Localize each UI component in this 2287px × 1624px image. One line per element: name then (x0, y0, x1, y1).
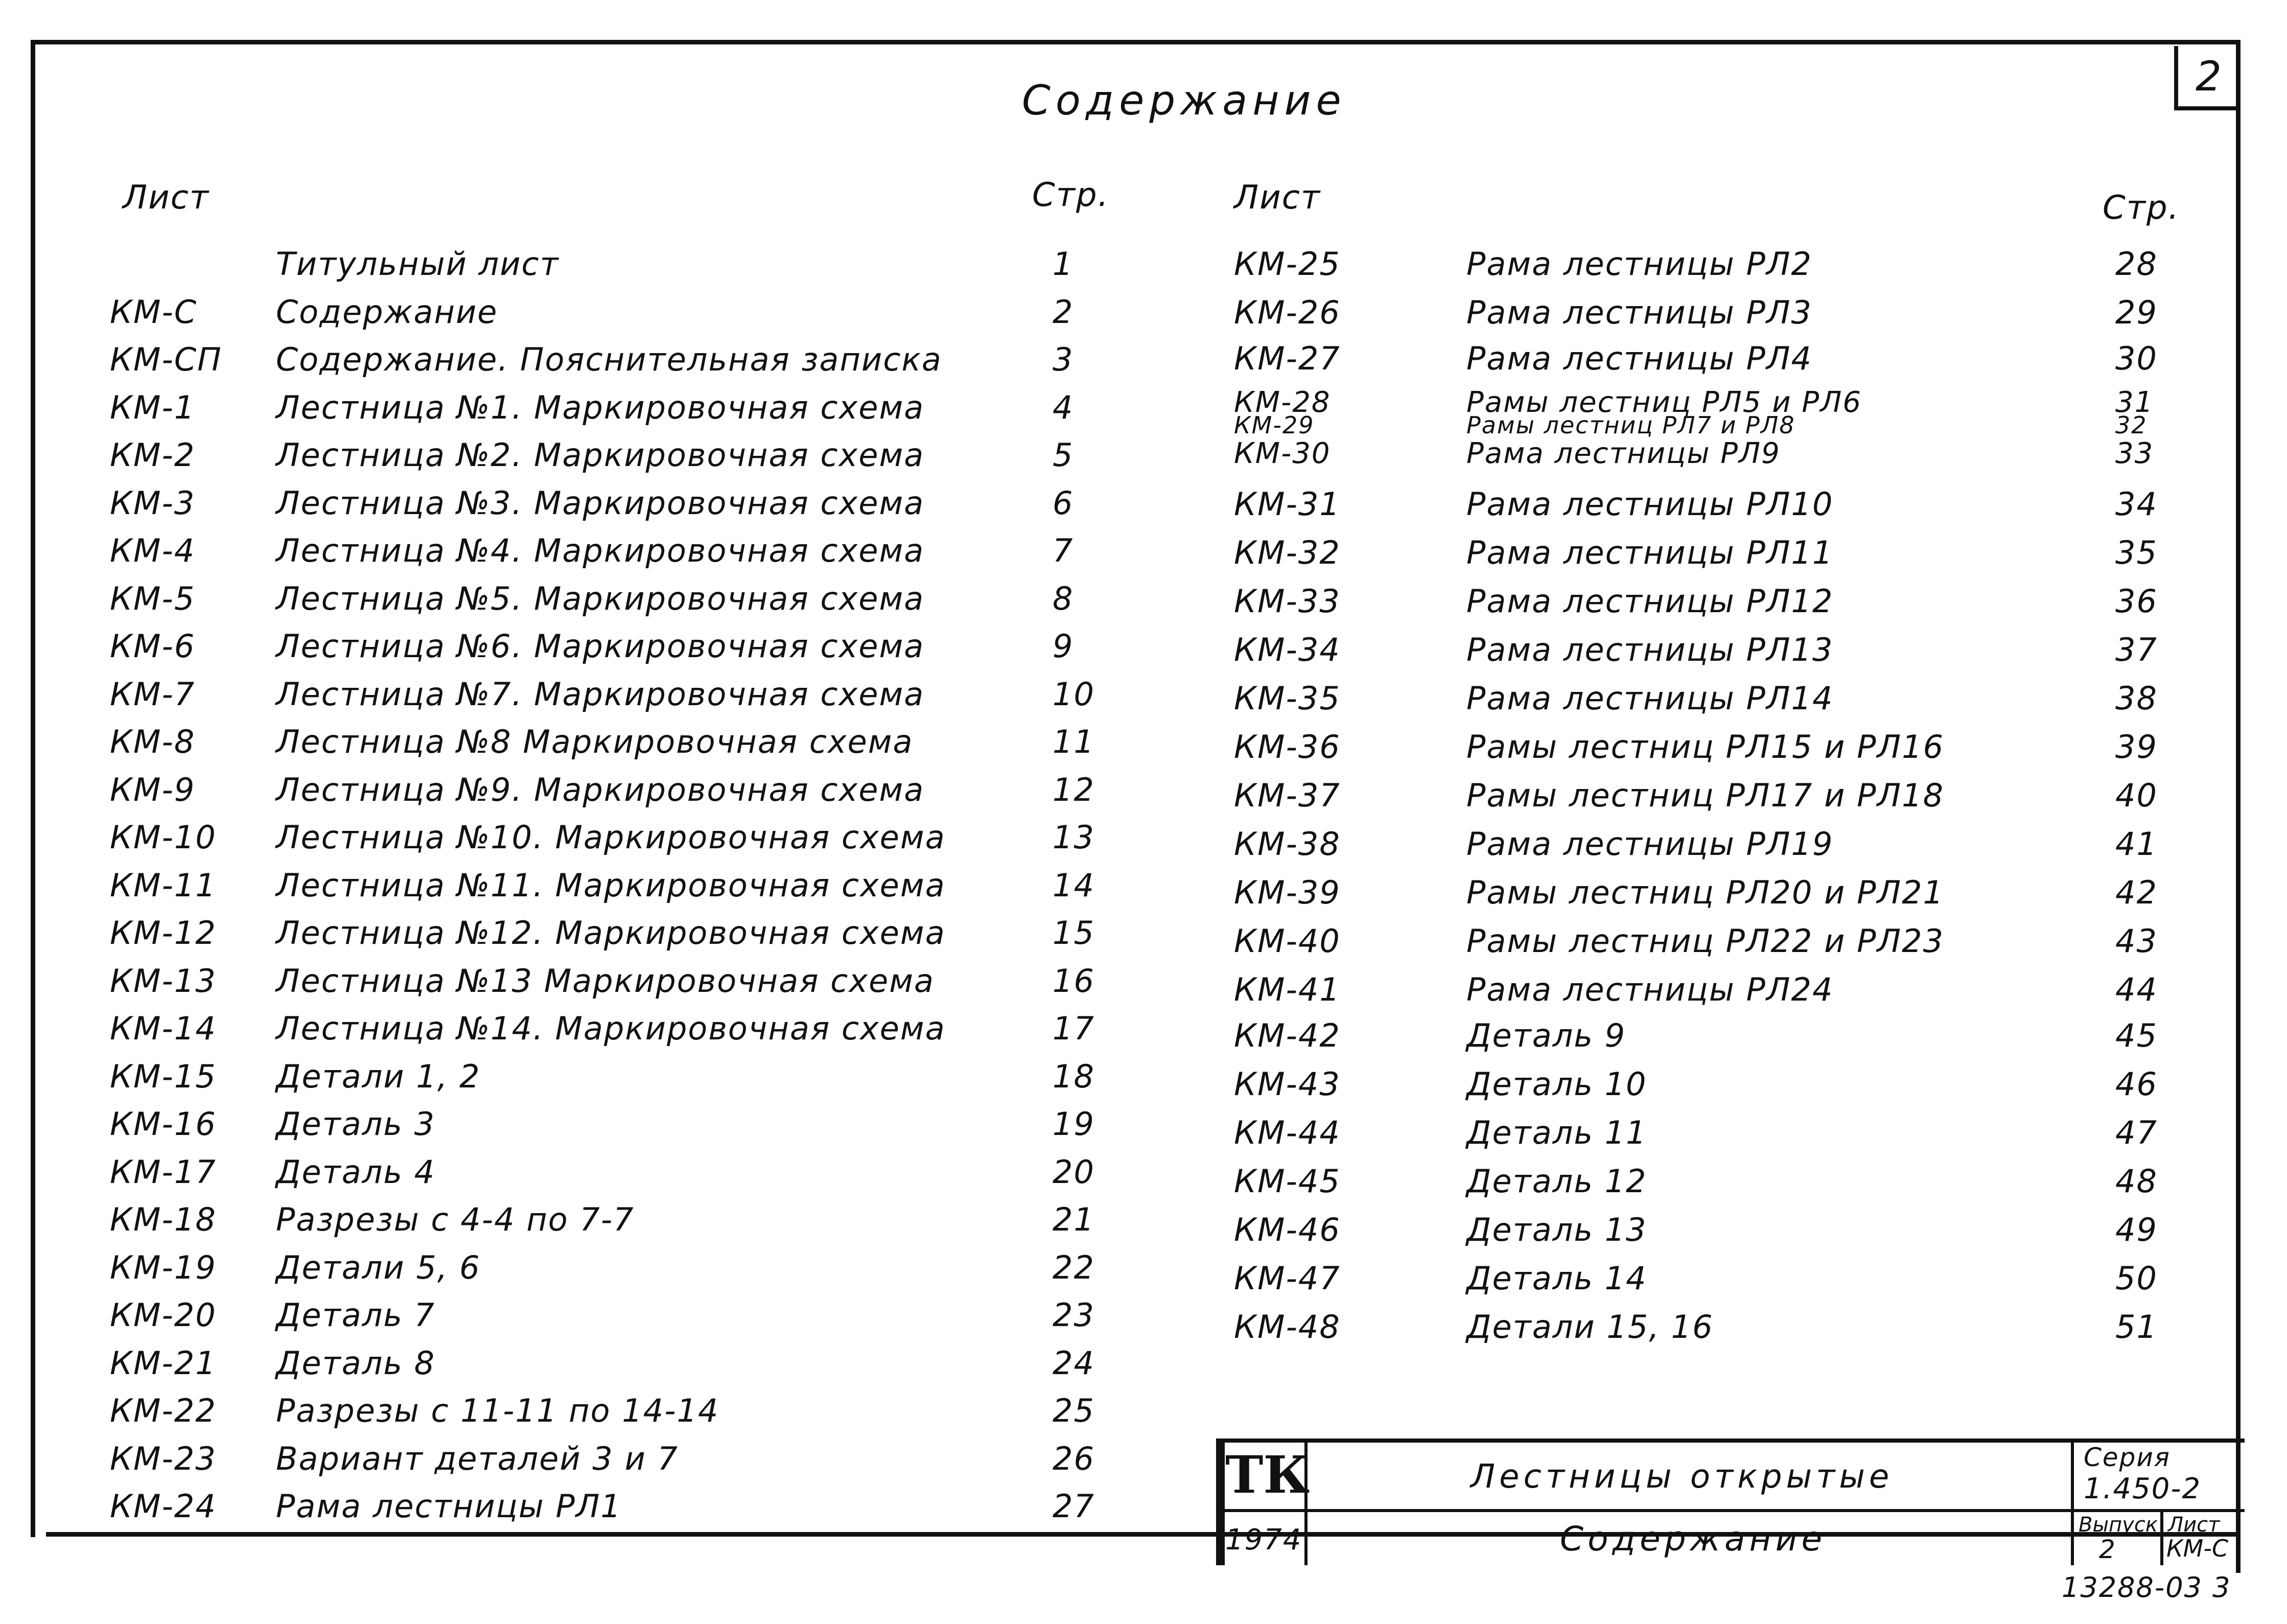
page-number: 23 (1053, 1296, 1095, 1334)
sheet-code: КМ-19 (110, 1248, 217, 1286)
page-number: 5 (1053, 436, 1074, 474)
page-number: 44 (2115, 971, 2158, 1008)
page-number: 19 (1053, 1105, 1095, 1143)
sheet-code: КМ-13 (110, 962, 217, 1000)
title-block-mid-line (1220, 1509, 2245, 1512)
sheet-code: КМ-6 (110, 628, 196, 665)
subject: Лестницы открытые (1471, 1458, 1894, 1496)
sheet-code: КМ-20 (110, 1296, 217, 1334)
sheet-code: КМ-18 (110, 1201, 217, 1238)
page-number: 25 (1053, 1392, 1095, 1429)
sheet-code: КМ-25 (1234, 245, 1341, 283)
page-number: 45 (2115, 1017, 2158, 1054)
page-number: 41 (2115, 825, 2158, 863)
title-block-sheet-divider (2160, 1509, 2163, 1565)
sheet-code: КМ-5 (110, 579, 196, 617)
sheet-title: Рама лестницы РЛ19 (1466, 825, 1834, 863)
sheet-code: КМ-41 (1234, 971, 1341, 1008)
sheet-title: Рамы лестниц РЛ22 и РЛ23 (1466, 922, 1945, 960)
page-number: 2 (1053, 293, 1074, 331)
page-number: 16 (1053, 962, 1095, 1000)
sheet-title: Содержание (1560, 1519, 1827, 1559)
page-number: 11 (1053, 723, 1095, 760)
sheet-code: КМ-24 (110, 1488, 217, 1525)
sheet-code: КМ-40 (1234, 922, 1341, 960)
series-label: Серия (2084, 1443, 2171, 1472)
org-code: ТК (1225, 1445, 1310, 1505)
sheet-code: КМ-21 (110, 1344, 217, 1382)
page-number: 49 (2115, 1211, 2158, 1248)
sheet-title: Детали 15, 16 (1466, 1308, 1714, 1345)
sheet-code: КМ-42 (1234, 1017, 1341, 1054)
page-number: 12 (1053, 771, 1095, 808)
page-number: 31 (2115, 386, 2154, 419)
page-number: 38 (2115, 680, 2158, 717)
frame-left-line (31, 40, 35, 1537)
sheet-title: Титульный лист (276, 245, 559, 283)
page-number: 7 (1053, 532, 1074, 569)
sheet-title: Лестница №12. Маркировочная схема (276, 914, 946, 952)
page-number: 46 (2115, 1065, 2158, 1103)
sheet-code: КМ-3 (110, 484, 196, 522)
sheet-code: КМ-26 (1234, 294, 1341, 331)
sheet-title: Рамы лестниц РЛ15 и РЛ16 (1466, 728, 1945, 765)
sheet-number: 2 (2174, 46, 2240, 110)
sheet-title: Деталь 9 (1466, 1017, 1626, 1054)
page-number: 17 (1053, 1010, 1095, 1047)
sheet-title: Рама лестницы РЛ2 (1466, 245, 1812, 283)
page-number: 13 (1053, 819, 1095, 856)
page-number: 50 (2115, 1260, 2158, 1297)
sheet-title: Содержание (276, 293, 498, 331)
page-number: 3 (1053, 341, 1074, 378)
sheet-code: КМ-15 (110, 1057, 217, 1095)
year: 1974 (1225, 1523, 1302, 1557)
title-block (1216, 1439, 2245, 1565)
page-number: 37 (2115, 631, 2158, 668)
page-number: 6 (1053, 484, 1074, 522)
sheet-code: КМ-2 (110, 436, 196, 474)
sheet-title: Разрезы с 11-11 по 14-14 (276, 1392, 719, 1429)
page-number: 10 (1053, 675, 1095, 713)
issue-label: Выпуск (2079, 1513, 2158, 1537)
page-number: 27 (1053, 1488, 1095, 1525)
sheet-code: КМ-11 (110, 866, 217, 904)
sheet-title: Рама лестницы РЛ10 (1466, 485, 1834, 523)
sheet-code: КМ-33 (1234, 583, 1341, 620)
sheet-title: Деталь 7 (276, 1296, 436, 1334)
page-number: 22 (1053, 1248, 1095, 1286)
sheet-code: КМ-7 (110, 675, 196, 713)
sheet-title: Рама лестницы РЛ12 (1466, 583, 1834, 620)
sheet-title: Лестница №4. Маркировочная схема (276, 532, 925, 569)
page-number: 35 (2115, 534, 2158, 571)
page-number: 15 (1053, 914, 1095, 952)
sheet-title: Рама лестницы РЛ14 (1466, 680, 1834, 717)
sheet-title: Деталь 14 (1466, 1260, 1647, 1297)
page-number: 40 (2115, 777, 2158, 814)
sheet-title: Детали 5, 6 (276, 1248, 481, 1286)
sheet-title: Лестница №2. Маркировочная схема (276, 436, 925, 474)
sheet-title: Рамы лестниц РЛ5 и РЛ6 (1466, 386, 1862, 419)
frame-right-line (2236, 40, 2241, 1573)
page-number: 9 (1053, 628, 1074, 665)
page-number: 14 (1053, 866, 1095, 904)
sheet-title: Лестница №6. Маркировочная схема (276, 628, 925, 665)
sheet-title: Лестница №3. Маркировочная схема (276, 484, 925, 522)
sheet-title: Деталь 3 (276, 1105, 436, 1143)
sheet-title: Лестница №1. Маркировочная схема (276, 388, 925, 426)
right-sheet-header: Лист (1234, 179, 1321, 217)
sheet-title: Рама лестницы РЛ3 (1466, 294, 1812, 331)
sheet-title: Деталь 11 (1466, 1114, 1647, 1151)
page-number: 8 (1053, 579, 1074, 617)
page-number: 36 (2115, 583, 2158, 620)
sheet-title: Лестница №8 Маркировочная схема (276, 723, 914, 760)
sheet-code: КМ-45 (1234, 1163, 1341, 1200)
sheet-code: КМ-47 (1234, 1260, 1341, 1297)
sheet-title: Деталь 4 (276, 1153, 436, 1191)
sheet-code: КМ-39 (1234, 874, 1341, 911)
page-title: Содержание (1022, 77, 1346, 124)
sheet-title: Лестница №10. Маркировочная схема (276, 819, 946, 856)
sheet-label: Лист (2168, 1513, 2220, 1537)
sheet-code: КМ-46 (1234, 1211, 1341, 1248)
left-sheet-header: Лист (123, 179, 210, 217)
title-block-left-line (1220, 1443, 1225, 1565)
page-number: 33 (2115, 437, 2154, 470)
page-number: 4 (1053, 388, 1074, 426)
sheet-code: КМ-48 (1234, 1308, 1341, 1345)
sheet-code: КМ-9 (110, 771, 196, 808)
sheet-code: КМ-44 (1234, 1114, 1341, 1151)
sheet-title: Лестница №5. Маркировочная схема (276, 579, 925, 617)
sheet-title: Рамы лестниц РЛ20 и РЛ21 (1466, 874, 1945, 911)
sheet-code: КМ-27 (1234, 340, 1341, 377)
sheet-code: КМ-СП (110, 341, 222, 378)
sheet-code: КМ-23 (110, 1440, 217, 1477)
sheet-code: КМ-С (110, 293, 198, 331)
issue-value: 2 (2099, 1535, 2116, 1564)
page-number: 24 (1053, 1344, 1095, 1382)
archive-stamp: 13288-03 3 (2062, 1571, 2231, 1604)
sheet-code: КМ-37 (1234, 777, 1341, 814)
sheet-title: Лестница №13 Маркировочная схема (276, 962, 935, 1000)
sheet-code: КМ-4 (110, 532, 196, 569)
sheet-code: КМ-43 (1234, 1065, 1341, 1103)
page-number: 30 (2115, 340, 2158, 377)
sheet-code: КМ-31 (1234, 485, 1341, 523)
sheet-title: Лестница №7. Маркировочная схема (276, 675, 925, 713)
sheet-title: Разрезы с 4-4 по 7-7 (276, 1201, 635, 1238)
sheet-title: Лестница №11. Маркировочная схема (276, 866, 946, 904)
sheet-title: Деталь 13 (1466, 1211, 1647, 1248)
sheet-title: Содержание. Пояснительная записка (276, 341, 942, 378)
sheet-title: Лестница №14. Маркировочная схема (276, 1010, 946, 1047)
sheet-code: КМ-34 (1234, 631, 1341, 668)
sheet-code: КМ-38 (1234, 825, 1341, 863)
page-number: 1 (1053, 245, 1074, 283)
sheet-title: Рама лестницы РЛ13 (1466, 631, 1834, 668)
page-number: 39 (2115, 728, 2158, 765)
sheet-title: Деталь 10 (1466, 1065, 1647, 1103)
sheet-title: Деталь 8 (276, 1344, 436, 1382)
sheet-code: КМ-1 (110, 388, 196, 426)
sheet-code: КМ-17 (110, 1153, 217, 1191)
frame-top-line (31, 40, 2241, 44)
page-number: 20 (1053, 1153, 1095, 1191)
sheet-title: Рама лестницы РЛ4 (1466, 340, 1812, 377)
series-value: 1.450-2 (2084, 1472, 2202, 1505)
sheet-code: КМ-30 (1234, 437, 1331, 470)
page-number: 32 (2115, 411, 2148, 439)
sheet-title: Рамы лестниц РЛ7 и РЛ8 (1466, 411, 1795, 439)
sheet-title: Рамы лестниц РЛ17 и РЛ18 (1466, 777, 1945, 814)
page-number: 43 (2115, 922, 2158, 960)
sheet-code: КМ-32 (1234, 534, 1341, 571)
page-number: 18 (1053, 1057, 1095, 1095)
sheet-title: Лестница №9. Маркировочная схема (276, 771, 925, 808)
sheet-code: КМ-12 (110, 914, 217, 952)
sheet-title: Рама лестницы РЛ11 (1466, 534, 1834, 571)
sheet-title: Вариант деталей 3 и 7 (276, 1440, 679, 1477)
page-number: 29 (2115, 294, 2158, 331)
page-number: 51 (2115, 1308, 2158, 1345)
page-number: 26 (1053, 1440, 1095, 1477)
sheet-title: Детали 1, 2 (276, 1057, 481, 1095)
sheet-title: Рама лестницы РЛ24 (1466, 971, 1834, 1008)
sheet-code: КМ-29 (1234, 411, 1315, 439)
sheet-code: КМ-36 (1234, 728, 1341, 765)
sheet-title: Деталь 12 (1466, 1163, 1647, 1200)
sheet-title: Рама лестницы РЛ1 (276, 1488, 622, 1525)
sheet-code: КМ-14 (110, 1010, 217, 1047)
right-page-header: Стр. (2103, 189, 2180, 227)
title-block-series-divider (2071, 1443, 2074, 1565)
page-number: 48 (2115, 1163, 2158, 1200)
page-number: 28 (2115, 245, 2158, 283)
sheet-code: КМ-22 (110, 1392, 217, 1429)
page-number: 42 (2115, 874, 2158, 911)
sheet-code: КМ-16 (110, 1105, 217, 1143)
page-number: 21 (1053, 1201, 1095, 1238)
sheet-code: КМ-8 (110, 723, 196, 760)
page-number: 47 (2115, 1114, 2158, 1151)
sheet-title: Рама лестницы РЛ9 (1466, 437, 1781, 470)
sheet-value: КМ-С (2166, 1535, 2229, 1562)
sheet-code: КМ-28 (1234, 386, 1331, 419)
left-page-header: Стр. (1032, 176, 1109, 214)
sheet-code: КМ-10 (110, 819, 217, 856)
sheet-code: КМ-35 (1234, 680, 1341, 717)
page-number: 34 (2115, 485, 2158, 523)
